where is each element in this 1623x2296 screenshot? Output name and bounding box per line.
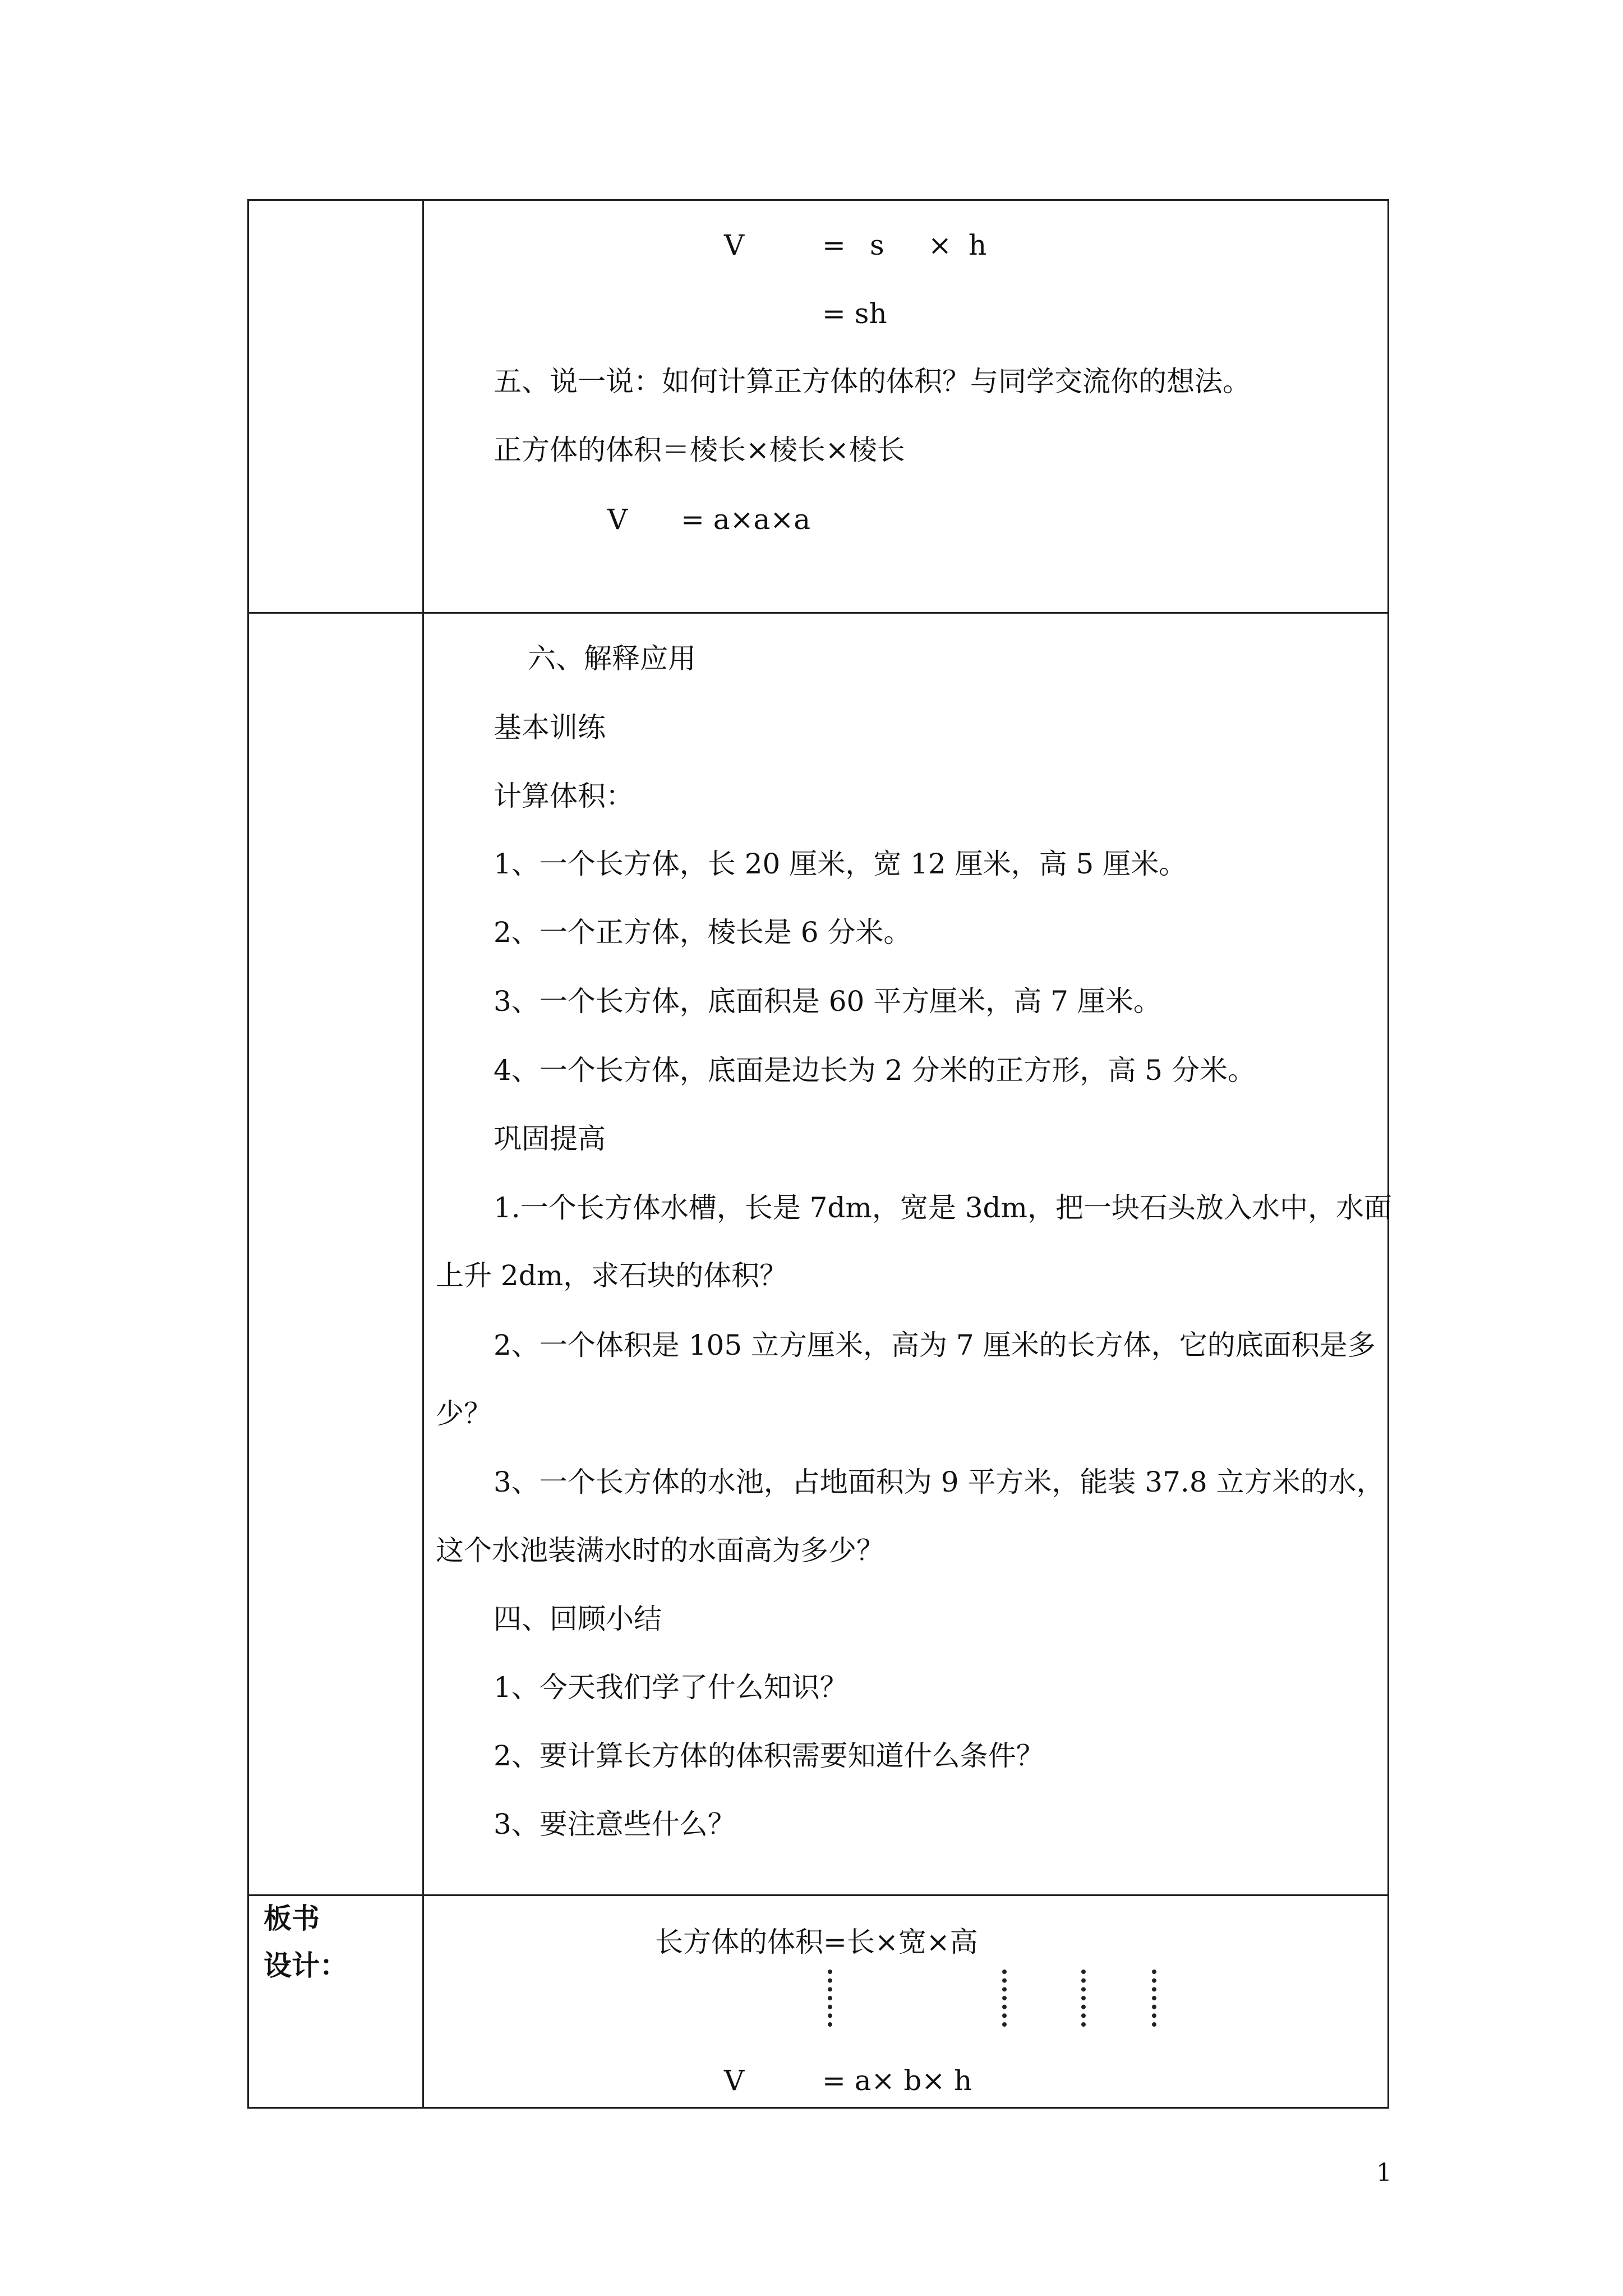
problem-one-line1: 1.一个长方体水槽，长是 7dm，宽是 3dm，把一块石头放入水中，水面	[494, 1191, 1392, 1224]
review-item: 1、今天我们学了什么知识？	[494, 1671, 848, 1704]
formula-h: h	[969, 229, 987, 261]
formula-s: s	[870, 229, 884, 261]
problem-one-line2: 上升 2dm，求石块的体积？	[436, 1259, 788, 1292]
page-number: 1	[1376, 2159, 1392, 2187]
cube-v: V	[607, 503, 628, 536]
calc-volume: 计算体积：	[494, 780, 634, 812]
cube-expression: = a×a×a	[681, 503, 811, 536]
dotted-connector	[1152, 1970, 1156, 2027]
row-divider	[249, 612, 1387, 614]
formula-sh: = sh	[822, 297, 887, 330]
lesson-table	[247, 199, 1389, 2109]
dotted-connector	[1081, 1970, 1086, 2027]
formula-equals: =	[822, 229, 846, 261]
basic-training: 基本训练	[494, 711, 606, 744]
column-divider	[422, 201, 424, 2107]
section-heading: 六、解释应用	[528, 642, 696, 675]
problem-three-line2: 这个水池装满水时的水面高为多少？	[436, 1534, 884, 1567]
row-divider	[249, 1894, 1387, 1896]
board-label-line1: 板书	[264, 1902, 320, 1935]
formula-v: V	[724, 229, 745, 261]
exercise-item: 1、一个长方体，长 20 厘米，宽 12 厘米，高 5 厘米。	[494, 848, 1187, 880]
dotted-connector	[1002, 1970, 1007, 2027]
review-item: 2、要计算长方体的体积需要知道什么条件？	[494, 1740, 1044, 1772]
exercise-item: 2、一个正方体，棱长是 6 分米。	[494, 916, 912, 949]
review-heading: 四、回顾小结	[494, 1603, 662, 1635]
problem-two-line1: 2、一个体积是 105 立方厘米，高为 7 厘米的长方体，它的底面积是多	[494, 1329, 1376, 1361]
board-formula: 长方体的体积=长×宽×高	[655, 1926, 978, 1958]
problem-two-line2: 少？	[436, 1397, 492, 1430]
dotted-connector	[828, 1970, 832, 2027]
exercise-item: 3、一个长方体，底面积是 60 平方厘米，高 7 厘米。	[494, 985, 1161, 1018]
question-five: 五、说一说：如何计算正方体的体积？与同学交流你的想法。	[494, 365, 1251, 398]
consolidate-heading: 巩固提高	[494, 1122, 606, 1155]
formula-times: ×	[928, 229, 952, 261]
exercise-item: 4、一个长方体，底面是边长为 2 分米的正方形，高 5 分米。	[494, 1054, 1256, 1087]
board-expression: = a× b× h	[822, 2064, 972, 2097]
problem-three-line1: 3、一个长方体的水池，占地面积为 9 平方米，能装 37.8 立方米的水，	[494, 1466, 1385, 1498]
board-label-line2: 设计：	[264, 1949, 348, 1982]
board-v: V	[724, 2064, 745, 2097]
cube-volume-formula: 正方体的体积＝棱长×棱长×棱长	[494, 434, 905, 466]
review-item: 3、要注意些什么？	[494, 1808, 736, 1841]
